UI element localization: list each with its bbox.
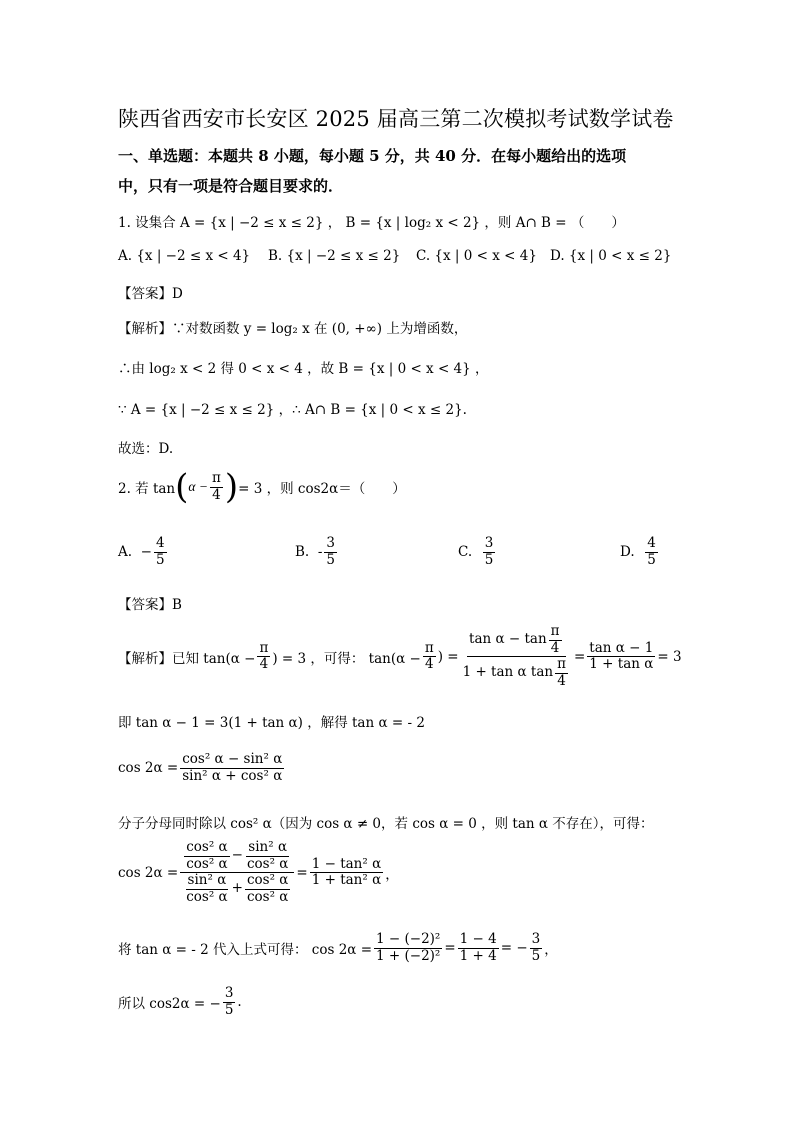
q2-a5-compound: $\frac{\text{cos² α}}{\text{cos² α}}$ − $\frac{\text{sin² α}}{\text{cos² α}}$ $\frac{\text{sin² α}}{\text{cos² α}}$ + $\frac{\text{cos² α}}{\text{cos² α}}$ bbox=[180, 840, 294, 905]
q2-a7-prefix: 所以 cos2α = − bbox=[118, 996, 221, 1013]
q2-a1-num2: tan α − 1 bbox=[589, 639, 654, 656]
q2-a6-d1: 1 + (−2)² bbox=[376, 947, 441, 964]
q1-option-b: B. {x | −2 ≤ x ≤ 2} bbox=[268, 248, 401, 264]
q2-option-a-num: 4 bbox=[155, 535, 165, 551]
q2-analysis-2: 即 tan α − 1 = 3(1 + tan α) ，解得 tan α = - 2 bbox=[118, 715, 425, 731]
q2-a7-end: . bbox=[237, 994, 242, 1011]
q2-option-c-num: 3 bbox=[484, 535, 494, 551]
q2-stem-alpha: α − bbox=[188, 479, 208, 494]
document-title: 陕西省西安市长安区 2025 届高三第二次模拟考试数学试卷 bbox=[118, 107, 674, 131]
q1-analysis-4: 故选：D. bbox=[118, 441, 174, 457]
q2-analysis-6: 将 tan α = - 2 代入上式可得： cos 2α = $\frac{\text{1 − (−2)²}}{\text{1 + (−2)²}}$ = $\frac{1 - 4}{1 + 4}$ = − $\frac{3}{5}$ ， bbox=[118, 931, 558, 964]
q2-a6-d3: 5 bbox=[531, 947, 541, 964]
q2-a1-frac2-num: π bbox=[424, 639, 434, 656]
section-heading-line1: 一、单选题：本题共 8 小题，每小题 5 分，共 40 分．在每小题给出的选项 bbox=[118, 147, 627, 165]
q2-analysis-3 bbox=[118, 752, 286, 784]
q1-analysis-1: 【解析】∵对数函数 y = log₂ x 在 (0, +∞) 上为增函数， bbox=[118, 321, 468, 337]
q2-a5-d1-den: cos² α bbox=[186, 888, 228, 905]
q2-a1-bigden: 1 + tan α tan bbox=[462, 664, 554, 681]
q2-analysis-1: 【解析】已知 tan(α − $\frac{\pi}{4}$ ) = 3 ，可得： tan(α − $\frac{\pi}{4}$ ) = tan α − tan $\frac{\pi}{4}$ 1 + tan α tan $\frac{\pi}{4}$ = $\frac{\text{tan α − 1}}{\text{1 + tan α}}$ = 3 bbox=[118, 623, 682, 689]
q2-a5-n1-den: cos² α bbox=[186, 855, 228, 872]
q2-stem-fraction bbox=[210, 471, 223, 503]
q1-analysis-3: ∵ A = {x | −2 ≤ x ≤ 2} ，∴ A∩ B = {x | 0 < x ≤ 2}. bbox=[118, 402, 467, 418]
q2-a1-bignum: tan α − tan bbox=[469, 631, 547, 648]
q2-a1-mid: ) = 3 ，可得： tan(α − bbox=[272, 650, 421, 667]
q2-stem-frac-num: π bbox=[211, 469, 221, 486]
q2-stem-right-paren: ) bbox=[224, 467, 239, 507]
q2-a1-den2: 1 + tan α bbox=[589, 656, 654, 673]
q2-option-b bbox=[295, 536, 339, 568]
q2-a1-bigden-four: 4 bbox=[557, 672, 566, 689]
q2-a7-den: 5 bbox=[224, 1001, 234, 1018]
q2-analysis-7 bbox=[118, 986, 242, 1018]
q2-a5-lhs: cos 2α = bbox=[118, 864, 179, 881]
q2-option-c-label: C. bbox=[458, 544, 473, 561]
q2-option-a-den: 5 bbox=[155, 551, 165, 568]
q2-a5-d2-num: cos² α bbox=[246, 872, 289, 889]
q2-a7-num: 3 bbox=[224, 985, 234, 1001]
q2-option-b-sign: - bbox=[317, 544, 323, 561]
q2-a1-prefix: 【解析】已知 tan(α − bbox=[118, 650, 256, 667]
q2-a5-r-den: 1 + tan² α bbox=[311, 872, 382, 889]
q2-a5-d2-den: cos² α bbox=[246, 888, 289, 905]
q2-option-c-den: 5 bbox=[484, 551, 494, 568]
q2-option-c bbox=[458, 536, 497, 568]
q2-a1-eq: ) = bbox=[437, 648, 459, 665]
q2-stem-left-paren: ( bbox=[175, 467, 189, 507]
q2-answer: 【答案】B bbox=[118, 597, 182, 613]
q2-a1-frac1-num: π bbox=[259, 639, 269, 656]
q2-a1-frac2-den: 4 bbox=[424, 656, 434, 673]
q2-a3-den: sin² α + cos² α bbox=[182, 767, 283, 784]
q2-a1-bignum-pi: π bbox=[550, 623, 560, 639]
q2-a5-d1-num: sin² α bbox=[187, 872, 227, 889]
q2-option-a bbox=[118, 536, 169, 568]
section-heading-line2: 中，只有一项是符合题目要求的． bbox=[118, 177, 344, 195]
q2-option-d bbox=[620, 536, 660, 568]
q2-a1-bigfrac bbox=[461, 624, 572, 689]
q2-a5-n2-num: sin² α bbox=[248, 839, 288, 855]
q1-analysis-2: ∴由 log₂ x < 2 得 0 < x < 4 ，故 B = {x | 0 < x < 4} ， bbox=[118, 361, 489, 377]
q2-a5-end: ， bbox=[385, 866, 399, 883]
q2-a1-end: = 3 bbox=[657, 648, 682, 665]
q2-option-b-den: 5 bbox=[326, 551, 335, 568]
q2-stem-frac-den: 4 bbox=[212, 486, 221, 503]
q2-option-d-den: 5 bbox=[647, 551, 656, 568]
q2-a1-bigden-pi: π bbox=[557, 656, 566, 673]
q2-a1-frac1-den: 4 bbox=[259, 656, 269, 673]
q2-option-d-label: D. bbox=[620, 544, 635, 561]
q2-analysis-5: cos 2α = $\frac{\text{cos² α}}{\text{cos² α}}$ − $\frac{\text{sin² α}}{\text{cos² α}}$ $\frac{\text{sin² α}}{\text{cos² α}}$ + $\frac{\text{cos² α}}{\text{cos² α}}$ = $\frac{\text{1 − tan² α}}{\text{1 + tan² α}}$ ， bbox=[118, 839, 399, 905]
q2-a6-n2: 1 − 4 bbox=[459, 931, 497, 947]
q1-answer: 【答案】D bbox=[118, 286, 183, 302]
q1-option-a: A. {x | −2 ≤ x < 4} bbox=[118, 248, 251, 264]
q2-stem-suffix: = 3 ，则 cos2α＝（ ） bbox=[238, 481, 406, 497]
q2-option-a-label: A. bbox=[118, 544, 133, 561]
q2-a6-n3: 3 bbox=[531, 931, 541, 947]
q2-option-b-num: 3 bbox=[326, 535, 335, 551]
q2-a5-r-num: 1 − tan² α bbox=[311, 855, 382, 872]
q2-a5-n1-num: cos² α bbox=[186, 839, 228, 855]
q2-a5-n2-den: cos² α bbox=[246, 855, 289, 872]
q2-a1-bignum-four: 4 bbox=[550, 639, 560, 656]
q1-option-c: C. {x | 0 < x < 4} bbox=[416, 248, 537, 264]
q2-option-d-num: 4 bbox=[647, 535, 656, 551]
q2-stem bbox=[118, 467, 406, 507]
q2-a3-lhs: cos 2α = bbox=[118, 760, 179, 777]
q2-a3-num: cos² α − sin² α bbox=[182, 751, 283, 767]
q1-option-d: D. {x | 0 < x ≤ 2} bbox=[550, 248, 672, 264]
q2-stem-prefix: 2. 若 tan bbox=[118, 481, 176, 497]
q2-a6-d2: 1 + 4 bbox=[459, 947, 497, 964]
q2-option-a-sign: − bbox=[140, 544, 152, 561]
q2-a6-n1: 1 − (−2)² bbox=[376, 931, 441, 947]
q2-a6-prefix: 将 tan α = - 2 代入上式可得： cos 2α = bbox=[118, 942, 373, 959]
q2-a6-end: ， bbox=[544, 942, 558, 959]
q1-stem: 1. 设集合 A = {x | −2 ≤ x ≤ 2} ， B = {x | log₂ x < 2} ，则 A∩ B = （ ） bbox=[118, 215, 625, 231]
q2-analysis-4: 分子分母同时除以 cos² α（因为 cos α ≠ 0，若 cos α = 0 ，则 tan α 不存在），可得： bbox=[118, 816, 654, 832]
q2-option-b-label: B. bbox=[295, 544, 310, 561]
